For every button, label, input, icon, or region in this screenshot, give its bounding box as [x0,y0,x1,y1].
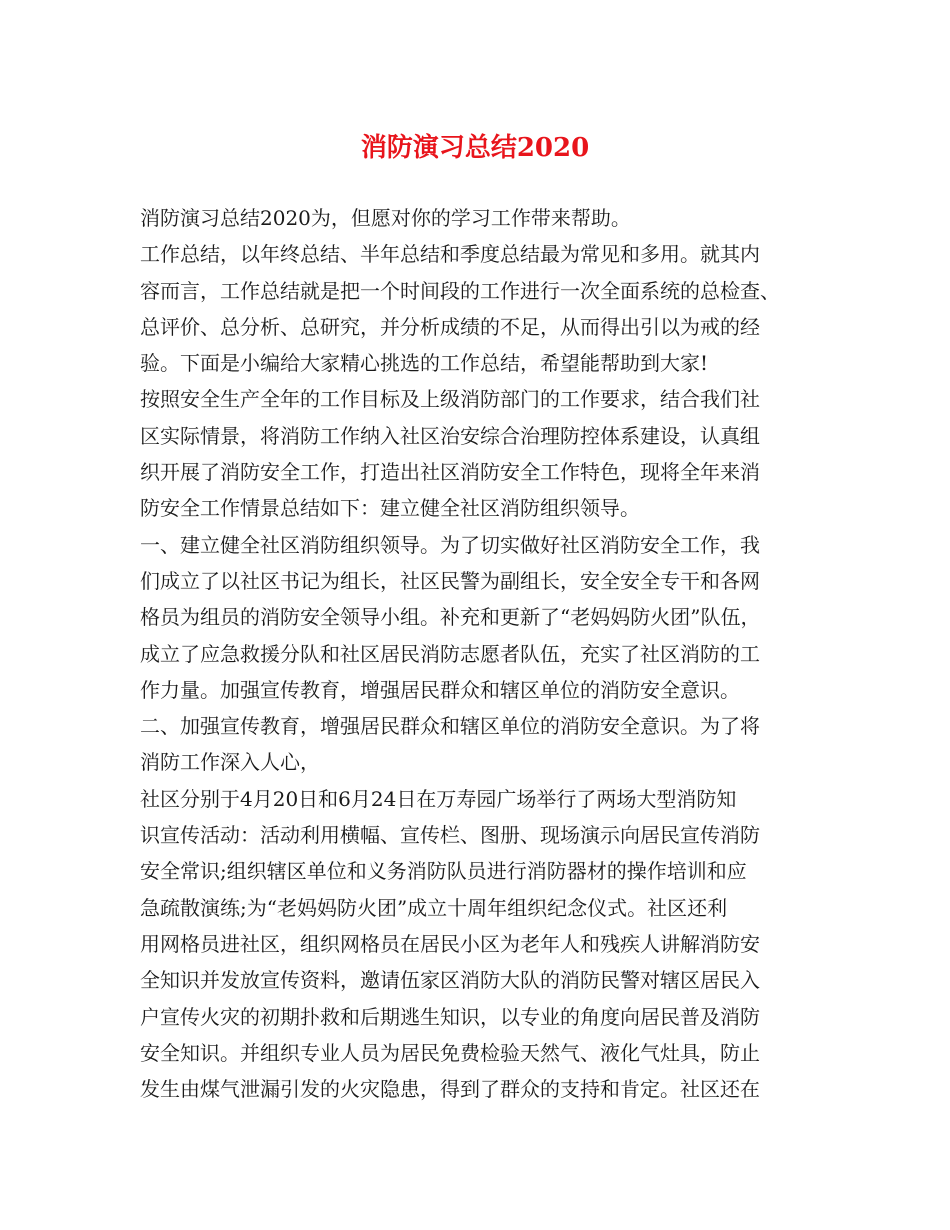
body-line: 社区分别于4月20日和6月24日在万寿园广场举行了两场大型消防知 [140,786,737,811]
body-line: 一、建立健全社区消防组织领导。为了切实做好社区消防安全工作，我 [140,532,760,557]
body-line: 用网格员进社区，组织网格员在居民小区为老年人和残疾人讲解消防安 [140,931,760,956]
body-line: 安全知识。并组织专业人员为居民免费检验天然气、液化气灶具，防止 [140,1040,760,1065]
body-line: 发生由煤气泄漏引发的火灾隐患，得到了群众的支持和肯定。社区还在 [140,1077,760,1102]
body-line: 总评价、总分析、总研究，并分析成绩的不足，从而得出引以为戒的经 [140,314,760,339]
body-line: 按照安全生产全年的工作目标及上级消防部门的工作要求，结合我们社 [140,387,760,412]
body-line: 作力量。加强宣传教育，增强居民群众和辖区单位的消防安全意识。 [140,677,740,702]
body-line: 工作总结，以年终总结、半年总结和季度总结最为常见和多用。就其内 [140,242,760,267]
body-line: 识宣传活动：活动利用横幅、宣传栏、图册、现场演示向居民宣传消防 [140,823,760,848]
body-line: 区实际情景，将消防工作纳入社区治安综合治理防控体系建设，认真组 [140,423,760,448]
body-line: 成立了应急救援分队和社区居民消防志愿者队伍，充实了社区消防的工 [140,641,760,666]
body-line: 织开展了消防安全工作，打造出社区消防安全工作特色，现将全年来消 [140,460,760,485]
body-line: 们成立了以社区书记为组长，社区民警为副组长，安全安全专干和各网 [140,568,760,593]
body-line: 格员为组员的消防安全领导小组。补充和更新了“老妈妈防火团”队伍， [140,605,761,630]
body-line: 全知识并发放宣传资料，邀请伍家区消防大队的消防民警对辖区居民入 [140,968,760,993]
body-line: 验。下面是小编给大家精心挑选的工作总结，希望能帮助到大家! [140,351,709,376]
body-line: 消防演习总结2020为，但愿对你的学习工作带来帮助。 [140,206,631,230]
document-body [140,200,820,1107]
document-title: 消防演习总结2020 [360,133,590,163]
body-line: 二、加强宣传教育，增强居民群众和辖区单位的消防安全意识。为了将 [140,714,760,739]
body-line: 安全常识;组织辖区单位和义务消防队员进行消防器材的操作培训和应 [140,859,747,884]
body-line: 急疏散演练;为“老妈妈防火团”成立十周年组织纪念仪式。社区还利 [140,895,728,920]
body-line: 容而言，工作总结就是把一个时间段的工作进行一次全面系统的总检查、 [140,278,780,303]
body-line: 防安全工作情景总结如下：建立健全社区消防组织领导。 [140,496,640,521]
body-line: 消防工作深入人心， [140,750,320,775]
body-line: 户宣传火灾的初期扑救和后期逃生知识，以专业的角度向居民普及消防 [140,1004,760,1029]
